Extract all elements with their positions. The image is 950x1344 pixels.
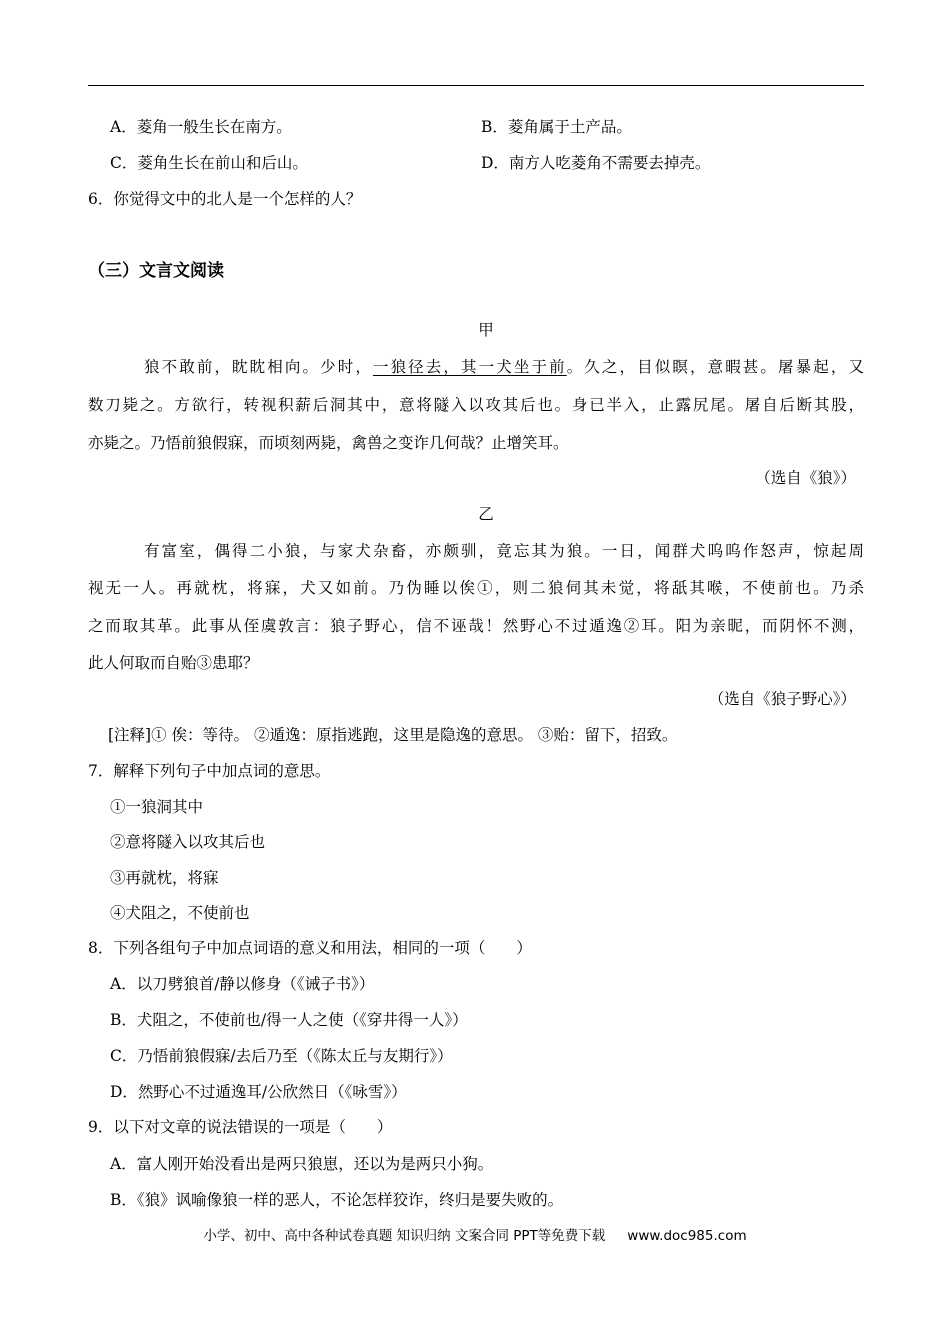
passage-jia-line-1a: 狼不敢前，眈眈相向。少时， <box>144 358 373 376</box>
q7-item-1: ①一狼洞其中 <box>110 798 204 816</box>
passage-yi-line-3: 之而取其革。此事从侄虞敦言：狼子野心，信不诬哉！然野心不过遁逸②耳。阳为亲昵，而阴怀不测， <box>88 617 864 635</box>
q8-option-a: A．以刀劈狼首/静以修身（《诫子书》） <box>110 975 375 993</box>
question-6: 6．你觉得文中的北人是一个怎样的人？ <box>88 190 362 208</box>
q5-option-a: A．菱角一般生长在南方。 <box>110 118 292 136</box>
q8-option-b: B．犬阻之，不使前也/得一人之使（《穿井得一人》） <box>110 1011 468 1029</box>
question-8-stem: 8．下列各组句子中加点词语的意义和用法，相同的一项（ ） <box>88 939 532 957</box>
question-9-stem: 9．以下对文章的说法错误的一项是（ ） <box>88 1118 393 1136</box>
q9-option-a: A．富人刚开始没看出是两只狼崽，还以为是两只小狗。 <box>110 1155 494 1173</box>
passage-jia-label: 甲 <box>478 321 494 339</box>
passage-jia-line-1b: 。久之，目似瞑，意暇甚。屠暴起，又 <box>566 358 864 376</box>
passage-jia-source: （选自《狼》） <box>755 469 856 487</box>
underlined-sentence: 一狼径去，其一犬坐于前 <box>372 358 567 376</box>
q9-option-b: B．《狼》讽喻像狼一样的恶人，不论怎样狡诈，终归是要失败的。 <box>110 1191 564 1209</box>
page-footer <box>0 1227 950 1245</box>
passage-yi-line-4: 此人何取而自贻③患耶？ <box>88 654 259 672</box>
passage-jia-line-3: 亦毙之。乃悟前狼假寐，而顷刻两毙，禽兽之变诈几何哉？止增笑耳。 <box>88 434 569 452</box>
q7-item-3: ③再就枕，将寐 <box>110 869 219 887</box>
footer-url-link[interactable]: www.doc985.com <box>627 1228 747 1244</box>
footer-text: 小学、初中、高中各种试卷真题 知识归纳 文案合同 PPT等免费下载 <box>203 1228 606 1244</box>
q5-option-d: D．南方人吃菱角不需要去掉壳。 <box>481 154 711 172</box>
passage-yi-line-1: 有富室，偶得二小狼，与家犬杂畜，亦颇驯，竟忘其为狼。一日，闻群犬呜呜作怒声，惊起周 <box>144 542 864 560</box>
passage-jia-line-2: 数刀毙之。方欲行，转视积薪后洞其中，意将隧入以攻其后也。身已半入，止露尻尾。屠自后断其股， <box>88 396 864 414</box>
q8-option-c: C．乃悟前狼假寐/去后乃至（《陈太丘与友期行》） <box>110 1047 453 1065</box>
annotation-notes: [注释]① 俟：等待。 ②遁逸：原指逃跑，这里是隐逸的意思。 ③贻：留下，招致。 <box>108 726 678 744</box>
q7-item-2: ②意将隧入以攻其后也 <box>110 833 266 851</box>
q8-option-d: D．然野心不过遁逸耳/公欣然日（《咏雪》） <box>110 1083 407 1101</box>
header-rule <box>88 85 864 86</box>
q5-option-c: C．菱角生长在前山和后山。 <box>110 154 308 172</box>
section-title: （三）文言文阅读 <box>88 261 224 281</box>
passage-yi-line-2: 视无一人。再就枕，将寐，犬又如前。乃伪睡以俟①，则二狼伺其未觉，将舐其喉，不使前也。乃杀 <box>88 579 864 597</box>
q7-item-4: ④犬阻之，不使前也 <box>110 904 250 922</box>
q5-option-b: B．菱角属于土产品。 <box>481 118 632 136</box>
passage-yi-source: （选自《狼子野心》） <box>708 690 856 708</box>
passage-jia-line-1 <box>88 357 864 377</box>
question-7-stem: 7．解释下列句子中加点词的意思。 <box>88 762 331 780</box>
passage-yi-label: 乙 <box>478 505 494 523</box>
